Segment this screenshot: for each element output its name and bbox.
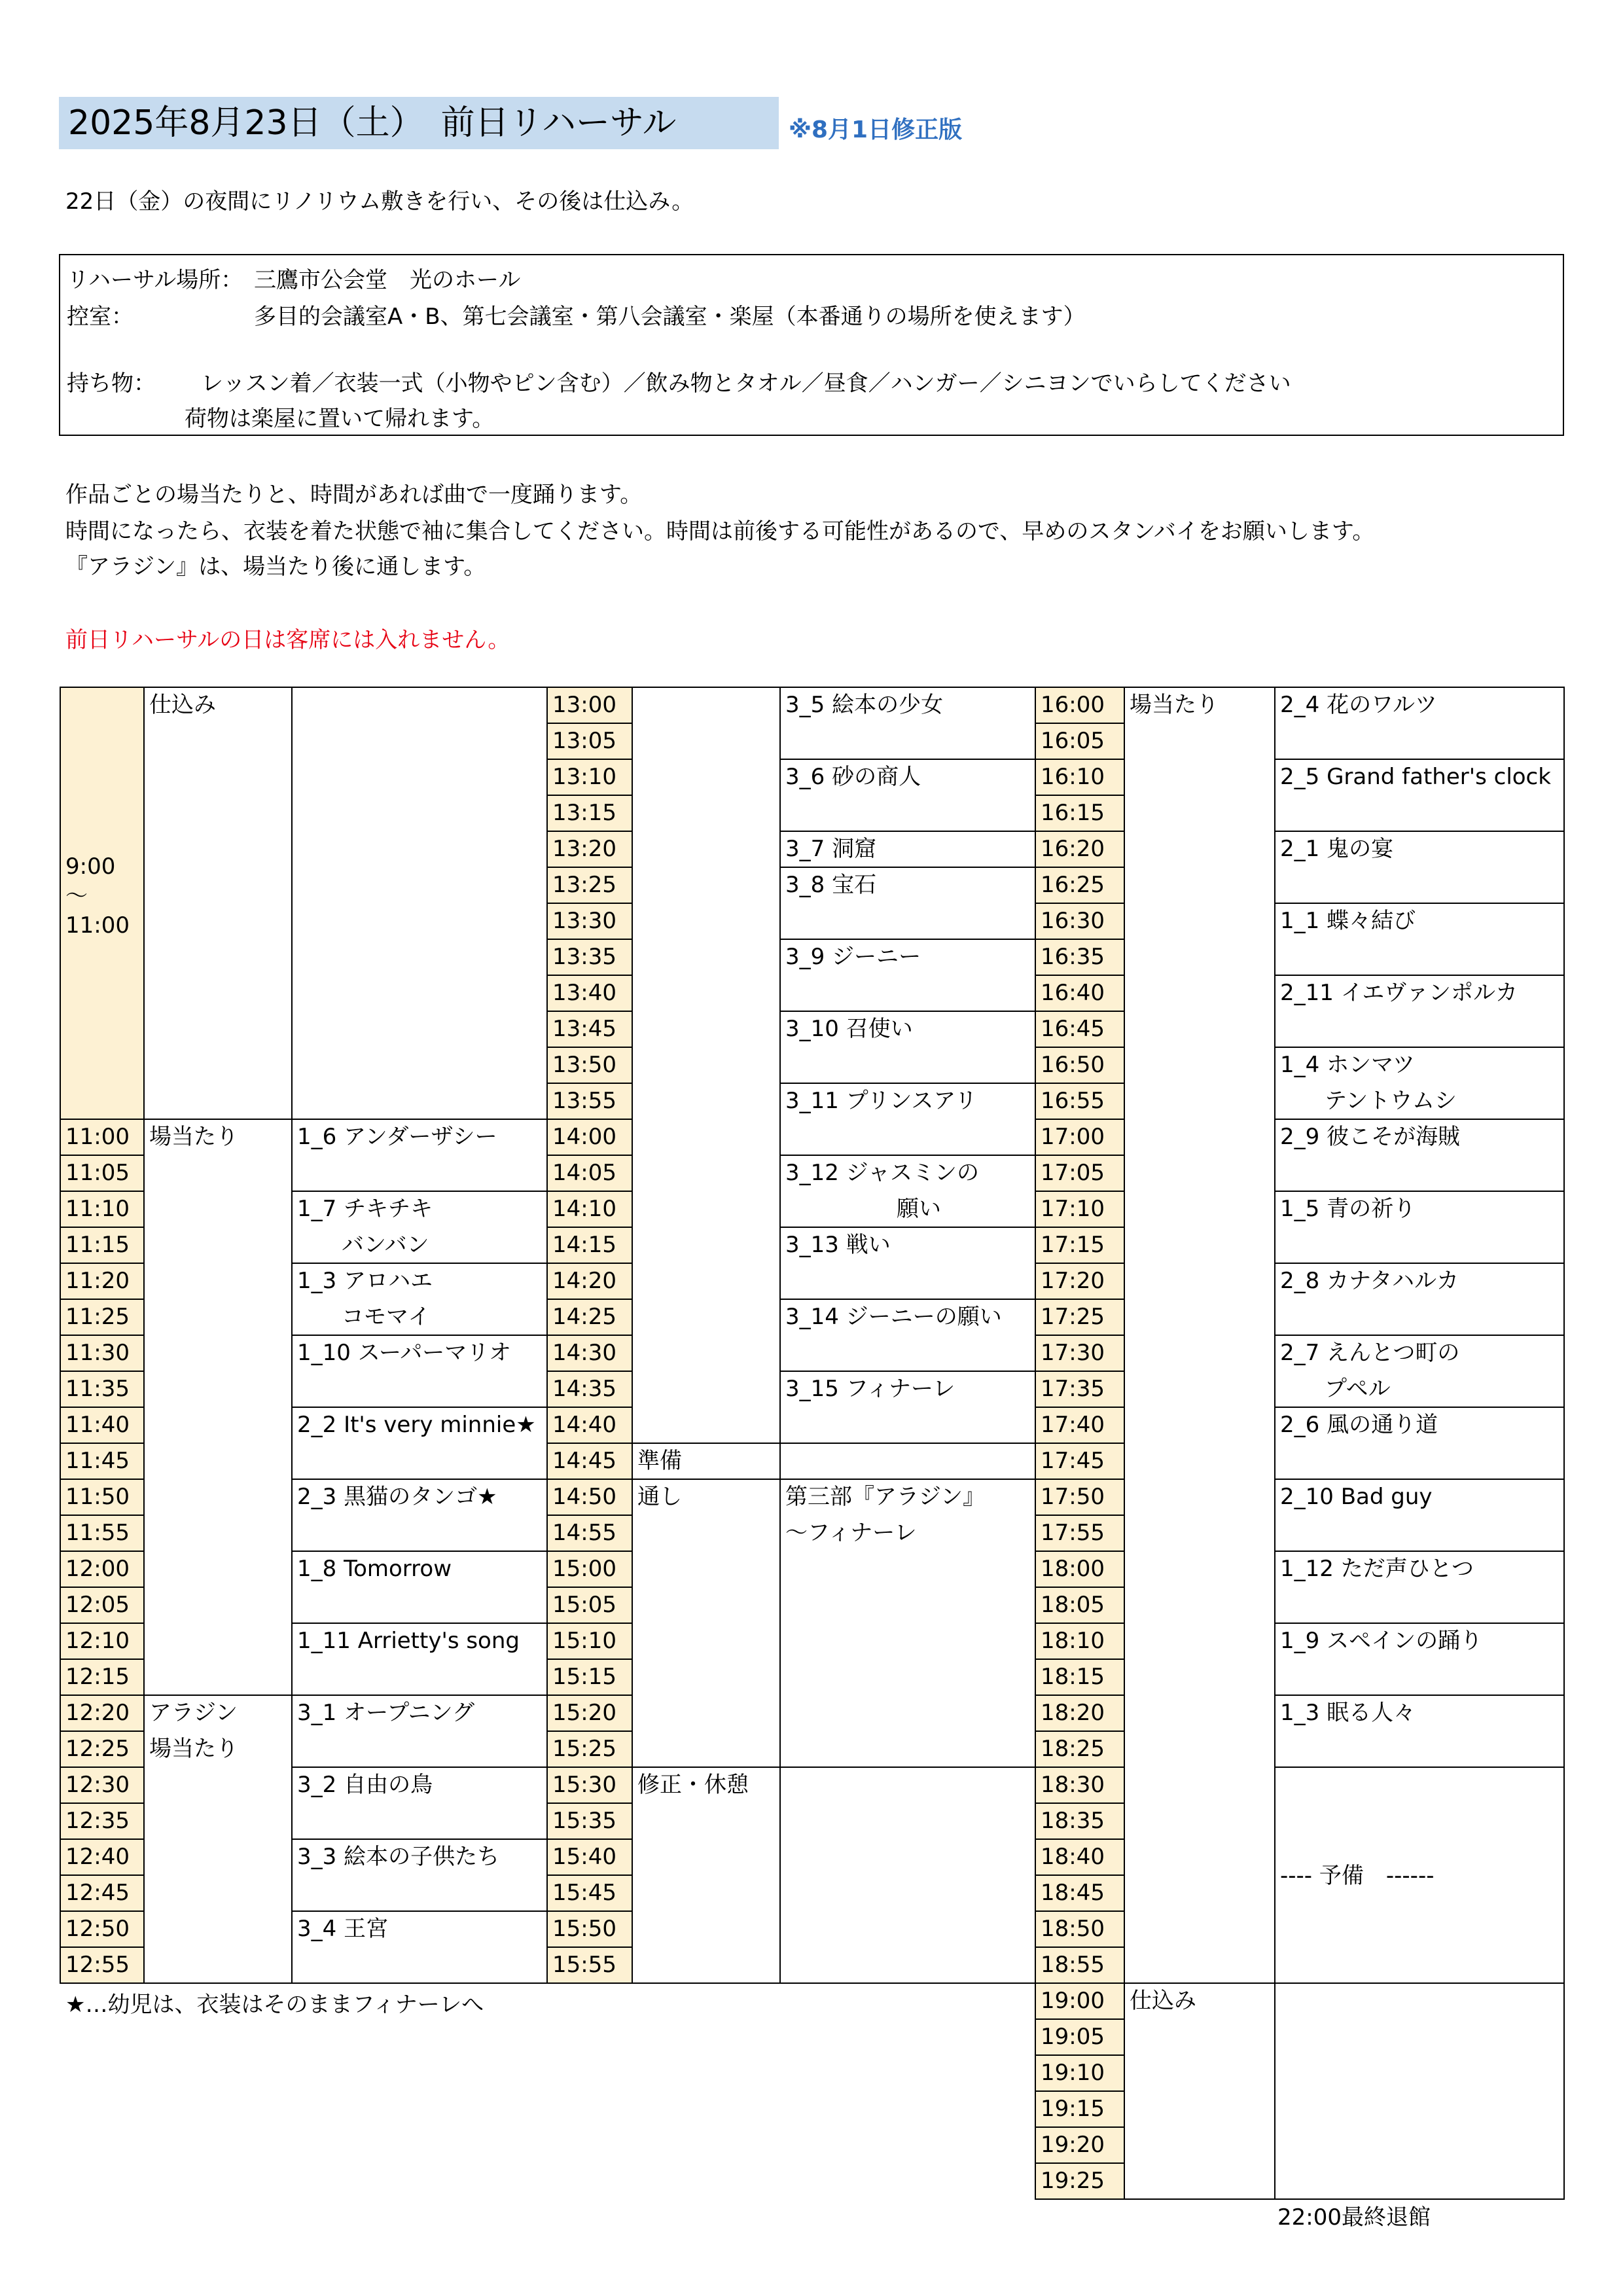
time-label: 17:20 [1041,1268,1105,1294]
time-label: 17:35 [1041,1376,1105,1402]
time-label: 13:10 [552,764,616,790]
activity-cell [1124,1983,1275,2199]
time-label: 18:20 [1041,1700,1105,1726]
note-line-1: 作品ごとの場当たりと、時間があれば曲で一度踊ります。 [65,482,643,508]
footnote-star: ★…幼児は、衣装はそのままフィナーレへ [65,1992,484,2018]
time-label: 11:00 [65,1124,130,1150]
final-exit-note: 22:00最終退館 [1277,2204,1431,2231]
time-label: 12:05 [65,1592,130,1618]
item-label: 2_4 花のワルツ [1280,692,1438,718]
time-label: 18:40 [1041,1844,1105,1870]
time-label: 19:20 [1041,2132,1105,2158]
time-label: 13:15 [552,800,616,826]
time-label: 15:15 [552,1664,616,1690]
item-label-line: コモマイ [297,1304,431,1330]
activity-cell [632,1767,780,1983]
time-label: 13:00 [552,692,616,718]
items-label: 持ち物： [67,370,156,397]
room-value: 多目的会議室A・B、第七会議室・第八会議室・楽屋（本番通りの場所を使えます） [254,304,1086,330]
item-label: 3_15 フィナーレ [785,1376,955,1402]
activity-label: 場当たり [1130,692,1219,718]
time-label: 11:10 [65,1196,130,1222]
activity-cell [632,687,780,1443]
time-label: 15:10 [552,1628,616,1654]
activity-label: 仕込み [1130,1988,1196,2014]
time-label: 16:20 [1041,836,1105,862]
time-label: 14:40 [552,1412,616,1438]
time-label: 19:10 [1041,2060,1105,2086]
item-label: 2_2 It's very minnie★ [297,1412,536,1438]
time-label: 18:35 [1041,1808,1105,1834]
item-label: 1_8 Tomorrow [297,1556,452,1582]
item-label: 3_12 ジャスミンの [785,1160,980,1186]
time-label: 12:35 [65,1808,130,1834]
item-label: 3_3 絵本の子供たち [297,1844,500,1870]
note-line-2: 時間になったら、衣装を着た状態で袖に集合してください。時間は前後する可能性があるので、早めのスタンバイをお願いします。 [65,518,1375,545]
time-label: 13:25 [552,872,616,898]
time-label: 16:45 [1041,1016,1105,1042]
item-label: 1_3 眠る人々 [1280,1700,1416,1726]
activity-cell [144,687,292,1119]
item-label: 2_1 鬼の宴 [1280,836,1394,862]
time-label: 14:00 [552,1124,616,1150]
item-label: 3_10 召使い [785,1016,913,1042]
time-label: 16:00 [1041,692,1105,718]
time-label: 11:20 [65,1268,130,1294]
time-label: 11:05 [65,1160,130,1186]
item-label: 1_1 蝶々結び [1280,908,1416,934]
time-label: 15:50 [552,1916,616,1942]
intro-text: 22日（金）の夜間にリノリウム敷きを行い、その後は仕込み。 [65,188,694,215]
time-label: 16:30 [1041,908,1105,934]
time-label: 17:05 [1041,1160,1105,1186]
item-label: 1_11 Arrietty's song [297,1628,520,1654]
time-label: 11:35 [65,1376,130,1402]
time-label: 17:30 [1041,1340,1105,1366]
item-label: 2_9 彼こそが海賊 [1280,1124,1461,1150]
time-label: 11:50 [65,1484,130,1510]
item-label: 1_10 スーパーマリオ [297,1340,511,1366]
time-label: 17:45 [1041,1448,1105,1474]
item-label: 3_1 オープニング [297,1700,474,1726]
time-label: 14:45 [552,1448,616,1474]
time-label: 13:30 [552,908,616,934]
time-label: 15:00 [552,1556,616,1582]
time-label: 18:00 [1041,1556,1105,1582]
time-label: 17:10 [1041,1196,1105,1222]
items-value: レッスン着／衣装一式（小物やピン含む）／飲み物とタオル／昼食／ハンガー／シニヨンでいらしてください [201,370,1291,397]
time-label: 12:50 [65,1916,130,1942]
item-label: 2_10 Bad guy [1280,1484,1433,1510]
time-label: 18:25 [1041,1736,1105,1762]
item-label: 2_7 えんとつ町の [1280,1340,1460,1366]
time-label: 16:25 [1041,872,1105,898]
time-label: 14:20 [552,1268,616,1294]
time-label: 18:45 [1041,1880,1105,1906]
time-label: 15:25 [552,1736,616,1762]
time-label: 14:25 [552,1304,616,1330]
items-note: 荷物は楽屋に置いて帰れます。 [185,406,495,432]
item-cell [1275,1983,1564,2199]
activity-cell [1124,687,1275,1983]
time-label: 12:25 [65,1736,130,1762]
time-label: 14:10 [552,1196,616,1222]
time-label: 12:00 [65,1556,130,1582]
time-label: 19:05 [1041,2024,1105,2050]
time-label: 11:45 [65,1448,130,1474]
time-label: 12:10 [65,1628,130,1654]
time-label: 14:50 [552,1484,616,1510]
item-label: 2_5 Grand father's clock [1280,764,1551,790]
item-label-line: 願い [785,1196,941,1222]
time-label: 16:15 [1041,800,1105,826]
revision-note: ※8月1日修正版 [789,117,963,143]
time-label: 13:05 [552,728,616,754]
time-label: 11:25 [65,1304,130,1330]
item-label: 3_9 ジーニー [785,944,921,970]
setup-time-label: 11:00 [65,912,130,939]
item-cell [780,1767,1035,1983]
item-label: 2_3 黒猫のタンゴ★ [297,1484,497,1510]
time-label: 17:40 [1041,1412,1105,1438]
item-label-line: ～フィナーレ [785,1520,917,1546]
item-label: 3_11 プリンスアリ [785,1088,977,1114]
time-label: 12:55 [65,1952,130,1978]
time-label: 15:20 [552,1700,616,1726]
setup-time-label: 9:00 [65,853,116,880]
time-label: 17:55 [1041,1520,1105,1546]
time-label: 16:05 [1041,728,1105,754]
time-label: 16:55 [1041,1088,1105,1114]
time-label: 15:55 [552,1952,616,1978]
time-label: 14:15 [552,1232,616,1258]
item-label: 1_12 ただ声ひとつ [1280,1556,1474,1582]
item-label-line: テントウムシ [1280,1088,1457,1114]
time-label: 13:55 [552,1088,616,1114]
item-label: 1_3 アロハエ [297,1268,433,1294]
time-label: 19:15 [1041,2096,1105,2122]
item-label: 3_6 砂の商人 [785,764,921,790]
item-label: 1_7 チキチキ [297,1196,433,1222]
time-label: 17:00 [1041,1124,1105,1150]
activity-cell [144,1119,292,1695]
time-label: 13:50 [552,1052,616,1078]
time-label: 13:35 [552,944,616,970]
activity-cell [632,1479,780,1767]
item-label: ---- 予備 ------ [1280,1863,1435,1889]
activity-label: 仕込み [149,692,216,718]
time-label: 17:50 [1041,1484,1105,1510]
item-label-line: バンバン [297,1232,429,1258]
time-label: 14:55 [552,1520,616,1546]
activity-label: 修正・休憩 [637,1772,749,1798]
item-cell [292,687,547,1119]
time-label: 12:20 [65,1700,130,1726]
item-label: 3_2 自由の鳥 [297,1772,433,1798]
place-label: リハーサル場所： [67,267,243,293]
time-label: 16:50 [1041,1052,1105,1078]
setup-time-label: ～ [65,883,88,909]
time-label: 18:55 [1041,1952,1105,1978]
item-label: 3_13 戦い [785,1232,891,1258]
time-label: 16:40 [1041,980,1105,1006]
item-label: 1_9 スペインの踊り [1280,1628,1483,1654]
time-label: 11:30 [65,1340,130,1366]
time-label: 18:10 [1041,1628,1105,1654]
time-label: 18:50 [1041,1916,1105,1942]
activity-label: アラジン [149,1700,238,1726]
activity-label-line: 場当たり [149,1736,238,1762]
item-label: 2_8 カナタハルカ [1280,1268,1459,1294]
time-label: 18:30 [1041,1772,1105,1798]
time-label: 12:45 [65,1880,130,1906]
item-label: 1_4 ホンマツ [1280,1052,1416,1078]
time-label: 13:40 [552,980,616,1006]
time-label: 18:05 [1041,1592,1105,1618]
time-label: 12:15 [65,1664,130,1690]
time-label: 12:40 [65,1844,130,1870]
activity-label: 場当たり [149,1124,238,1150]
time-label: 16:10 [1041,764,1105,790]
item-label: 2_11 イエヴァンポルカ [1280,980,1518,1006]
note-line-3: 『アラジン』は、場当たり後に通します。 [65,554,486,580]
item-label: 3_7 洞窟 [785,836,877,862]
item-label: 3_8 宝石 [785,872,877,898]
item-label: 1_5 青の祈り [1280,1196,1416,1222]
time-label: 11:55 [65,1520,130,1546]
time-label: 15:40 [552,1844,616,1870]
time-label: 15:45 [552,1880,616,1906]
item-label: 3_14 ジーニーの願い [785,1304,1002,1330]
time-label: 17:15 [1041,1232,1105,1258]
audience-warning: 前日リハーサルの日は客席には入れません。 [65,627,510,653]
time-label: 11:40 [65,1412,130,1438]
activity-label: 通し [637,1484,682,1510]
activity-label: 準備 [637,1448,682,1474]
time-label: 13:45 [552,1016,616,1042]
item-label: 3_4 王宮 [297,1916,389,1942]
page-title: 2025年8月23日（土） 前日リハーサル [59,97,779,149]
time-label: 13:20 [552,836,616,862]
time-label: 18:15 [1041,1664,1105,1690]
room-label: 控室： [67,304,134,330]
item-label: 2_6 風の通り道 [1280,1412,1438,1438]
item-label: 第三部『アラジン』 [785,1484,986,1510]
time-label: 15:05 [552,1592,616,1618]
time-label: 15:35 [552,1808,616,1834]
item-label-line: プペル [1280,1376,1391,1402]
time-label: 15:30 [552,1772,616,1798]
time-label: 12:30 [65,1772,130,1798]
item-label: 3_5 絵本の少女 [785,692,944,718]
time-label: 17:25 [1041,1304,1105,1330]
time-label: 14:30 [552,1340,616,1366]
place-value: 三鷹市公会堂 光のホール [254,267,521,293]
time-label: 14:05 [552,1160,616,1186]
time-label: 19:25 [1041,2168,1105,2194]
time-label: 19:00 [1041,1988,1105,2014]
time-label: 16:35 [1041,944,1105,970]
item-label: 1_6 アンダーザシー [297,1124,497,1150]
time-label: 14:35 [552,1376,616,1402]
time-label: 11:15 [65,1232,130,1258]
